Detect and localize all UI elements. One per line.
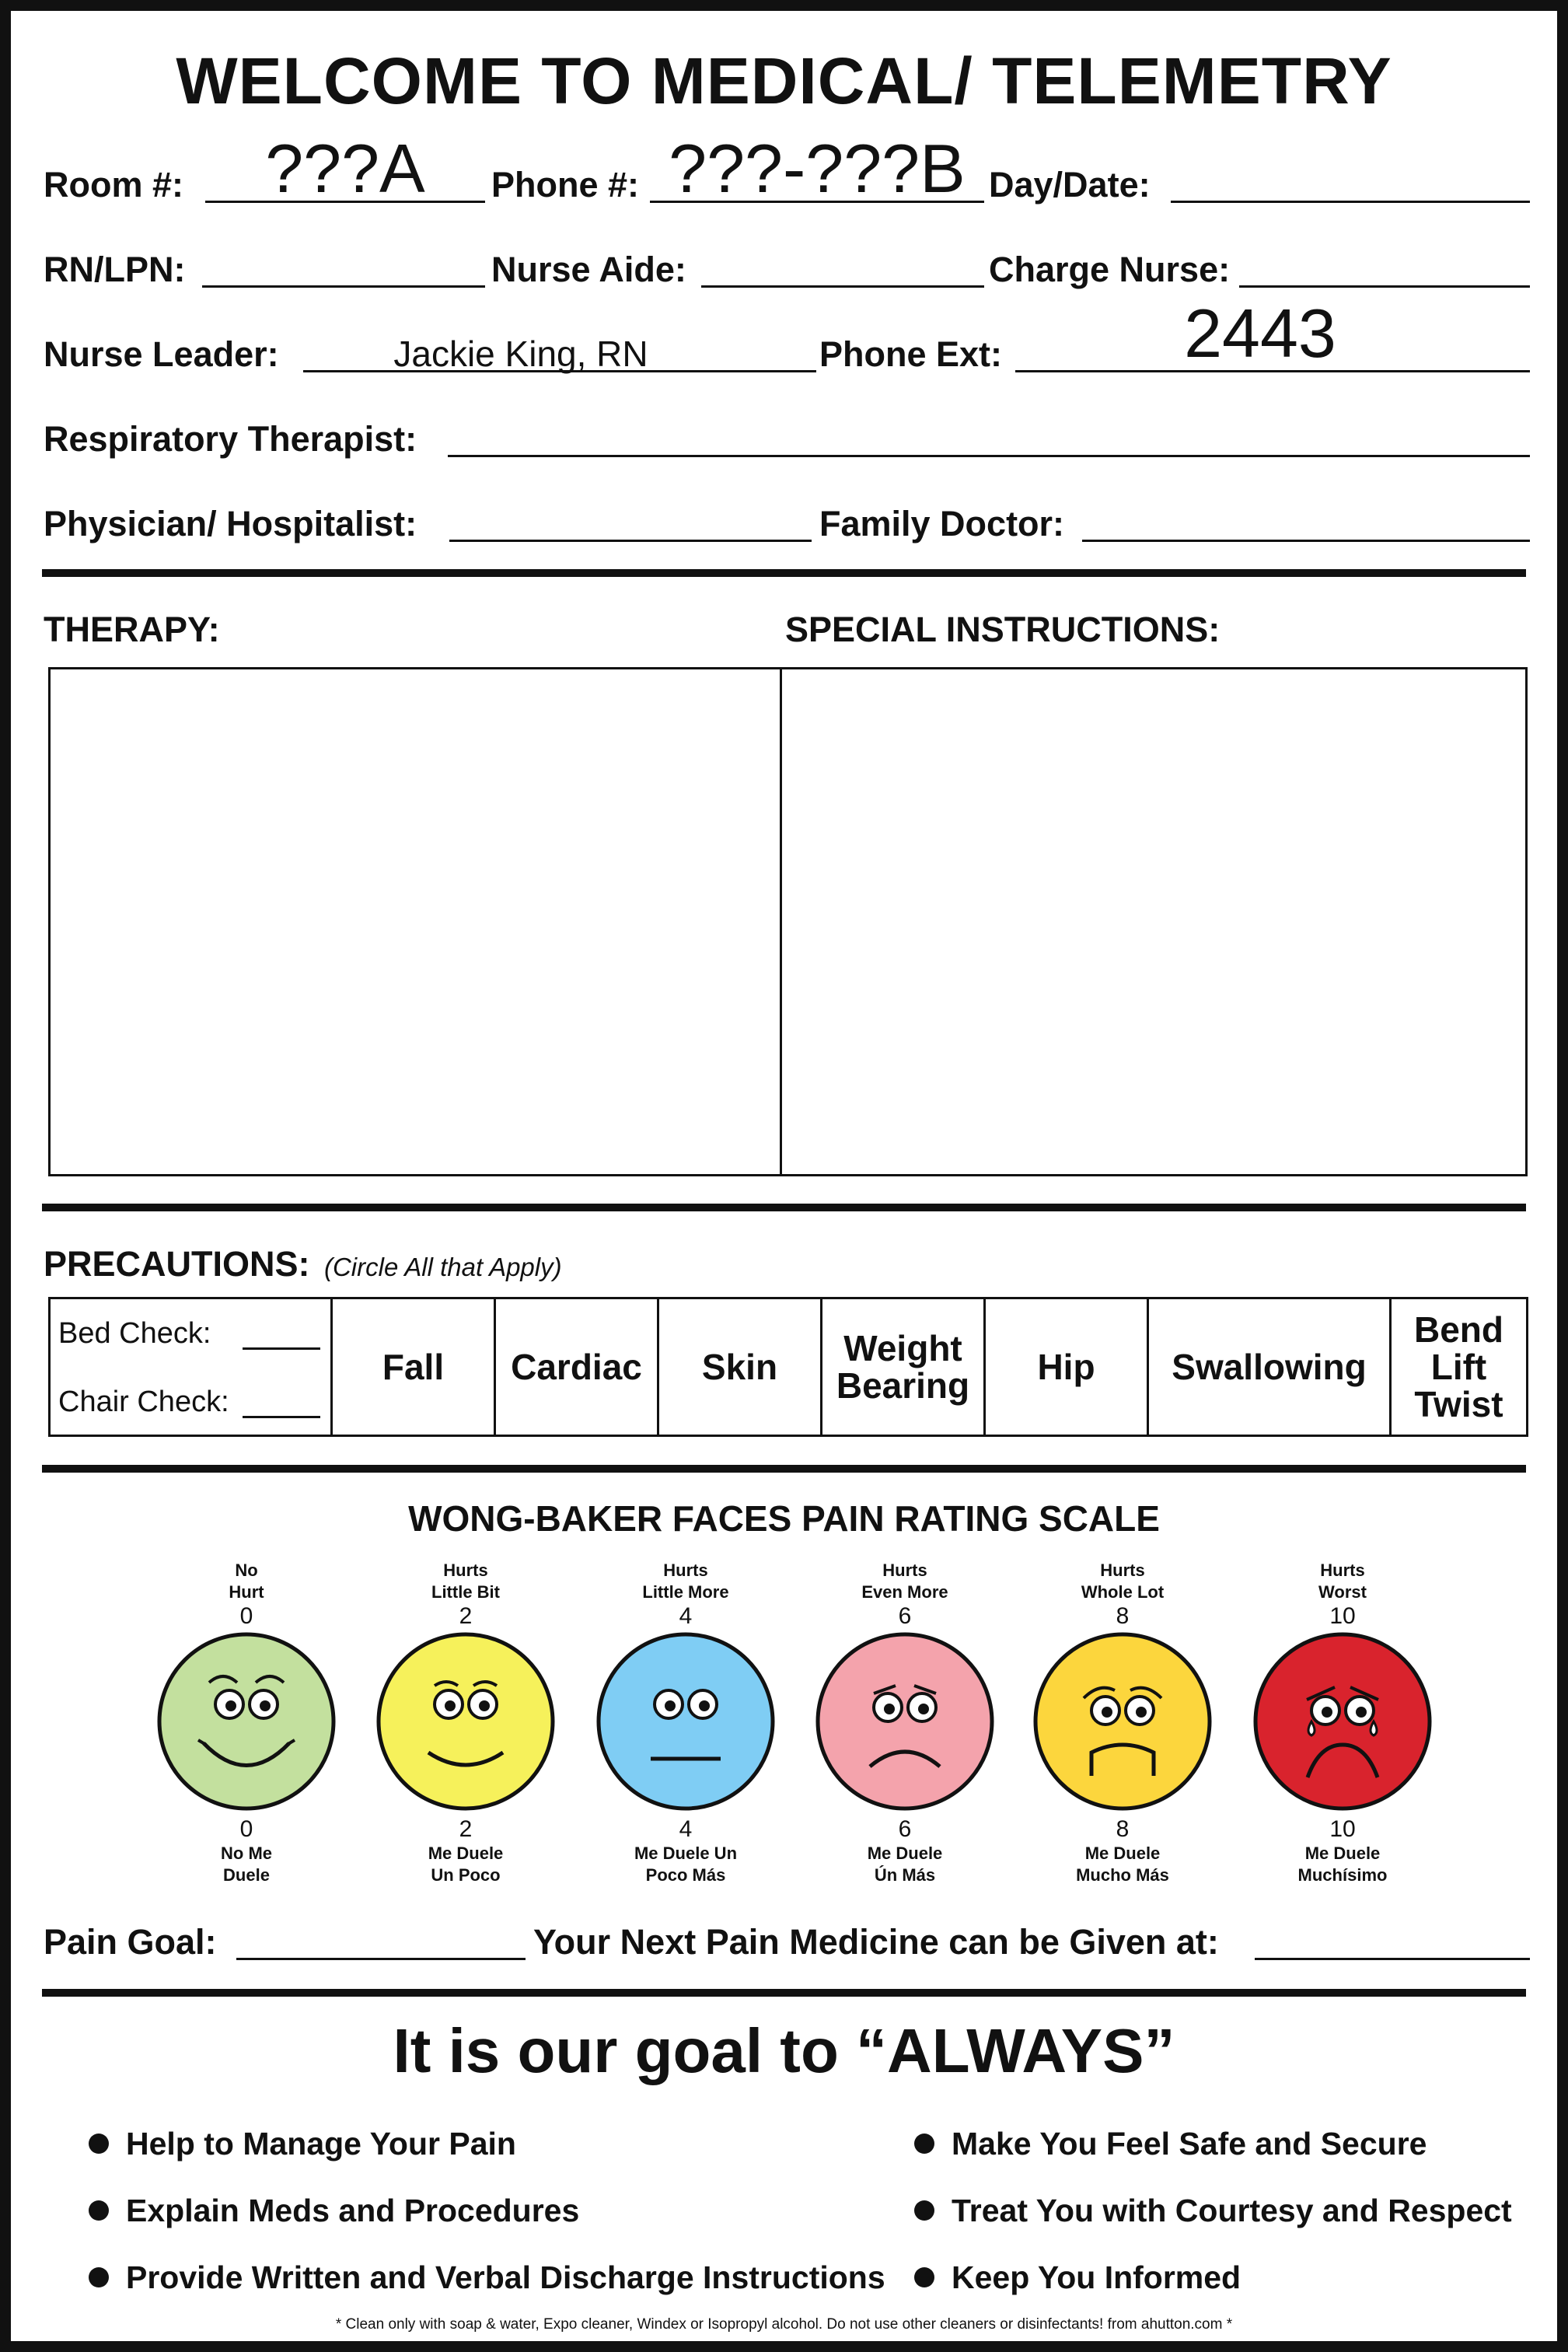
face-sad1-icon: [796, 1630, 1014, 1813]
room-value: ???A: [265, 130, 425, 207]
bullet-item: [914, 2244, 1512, 2311]
face-number-top: 8: [1116, 1603, 1130, 1629]
precaution-fall[interactable]: Fall: [330, 1299, 494, 1435]
face-top-label: Hurt: [229, 1582, 264, 1602]
divider: [42, 1465, 1526, 1473]
bullet-item: [89, 2177, 885, 2244]
face-cry-icon: [1234, 1630, 1451, 1813]
bullet-dot-icon: [914, 2267, 934, 2287]
face-number-top: 4: [679, 1603, 693, 1629]
face-top-label: Hurts: [882, 1560, 927, 1580]
bullet-text: Make You Feel Safe and Secure: [952, 2125, 1427, 2162]
rn-label: RN/LPN:: [44, 250, 186, 289]
next-med-label: Your Next Pain Medicine can be Given at:: [533, 1922, 1219, 1962]
face-top-label: Hurts: [1100, 1560, 1145, 1580]
therapy-box[interactable]: [48, 667, 782, 1176]
bullet-dot-icon: [914, 2134, 934, 2154]
bullet-text: Explain Meds and Procedures: [126, 2192, 580, 2228]
pain-scale-title: WONG-BAKER FACES PAIN RATING SCALE: [408, 1498, 1160, 1539]
face-spanish-label: Ún Más: [874, 1865, 936, 1885]
precautions-heading: PRECAUTIONS:: [44, 1244, 310, 1284]
face-top-label: Hurts: [443, 1560, 488, 1580]
face-spanish-label: Me Duele: [1304, 1844, 1381, 1863]
divider: [42, 1989, 1526, 1997]
face-neutral-icon: [577, 1630, 794, 1813]
precaution-swallowing[interactable]: Swallowing: [1147, 1299, 1389, 1435]
family-line[interactable]: [1082, 540, 1530, 542]
face-top-label: No: [235, 1560, 258, 1580]
bullet-item: [914, 2177, 1512, 2244]
face-number-top: 0: [239, 1603, 253, 1629]
bullets-right: [914, 2110, 1512, 2311]
aide-line[interactable]: [701, 285, 984, 288]
precaution-weight-bearing[interactable]: Weight Bearing: [820, 1299, 983, 1435]
precautions-note: (Circle All that Apply): [323, 1253, 562, 1281]
face-number-bottom: 8: [1116, 1816, 1130, 1842]
ext-label: Phone Ext:: [819, 334, 1003, 374]
bullet-dot-icon: [89, 2267, 109, 2287]
face-spanish-label: Me Duele Un: [634, 1844, 738, 1863]
face-spanish-label: Un Poco: [431, 1865, 501, 1885]
therapy-heading: THERAPY:: [44, 610, 220, 649]
face-happy2-icon: [138, 1630, 355, 1813]
aide-label: Nurse Aide:: [491, 250, 686, 289]
chair-check-line[interactable]: [243, 1416, 320, 1418]
face-number-top: 10: [1329, 1603, 1356, 1629]
face-spanish-label: Me Duele: [428, 1844, 504, 1863]
page-title: WELCOME TO MEDICAL/ TELEMETRY: [176, 44, 1392, 117]
goal-heading: It is our goal to “ALWAYS”: [393, 2016, 1175, 2085]
daydate-label: Day/Date:: [989, 165, 1151, 204]
resp-label: Respiratory Therapist:: [44, 419, 417, 459]
face-top-label: Hurts: [663, 1560, 708, 1580]
rn-line[interactable]: [202, 285, 485, 288]
face-number-bottom: 4: [679, 1816, 693, 1842]
charge-line[interactable]: [1239, 285, 1530, 288]
phone-label: Phone #:: [491, 165, 640, 204]
charge-label: Charge Nurse:: [989, 250, 1231, 289]
face-spanish-label: No Me: [221, 1844, 272, 1863]
pain-goal-line[interactable]: [236, 1958, 526, 1960]
pain-face-8[interactable]: [1014, 1560, 1231, 1886]
face-spanish-label: Muchísimo: [1297, 1865, 1388, 1885]
pain-face-4[interactable]: [577, 1560, 794, 1886]
daydate-line[interactable]: [1171, 201, 1530, 203]
family-label: Family Doctor:: [819, 504, 1065, 543]
physician-label: Physician/ Hospitalist:: [44, 504, 417, 543]
face-top-label: Even More: [861, 1582, 948, 1602]
leader-value: Jackie King, RN: [393, 334, 648, 374]
bed-check-label: Bed Check:: [58, 1317, 211, 1350]
face-top-label: Whole Lot: [1081, 1582, 1165, 1602]
pain-face-0[interactable]: [138, 1560, 355, 1886]
phone-value: ???-???B: [669, 130, 966, 207]
face-spanish-label: Duele: [223, 1865, 270, 1885]
face-sad2-icon: [1014, 1630, 1231, 1813]
bullet-text: Treat You with Courtesy and Respect: [952, 2192, 1512, 2228]
precautions-header: [44, 1244, 562, 1284]
bullet-item: [89, 2110, 885, 2177]
face-spanish-label: Me Duele: [1084, 1844, 1161, 1863]
bullet-dot-icon: [89, 2200, 109, 2221]
physician-line[interactable]: [449, 540, 812, 542]
ext-value: 2443: [1184, 295, 1336, 372]
face-number-bottom: 2: [459, 1816, 473, 1842]
special-instructions-box[interactable]: [780, 667, 1528, 1176]
face-top-label: Little More: [642, 1582, 729, 1602]
precaution-hip[interactable]: Hip: [983, 1299, 1147, 1435]
next-med-line[interactable]: [1255, 1958, 1530, 1960]
precaution-skin[interactable]: Skin: [657, 1299, 820, 1435]
face-spanish-label: Mucho Más: [1076, 1865, 1169, 1885]
face-spanish-label: Poco Más: [645, 1865, 726, 1885]
check-cell: [51, 1299, 330, 1435]
room-label: Room #:: [44, 165, 183, 204]
bullet-item: [89, 2244, 885, 2311]
face-number-top: 6: [898, 1603, 912, 1629]
precaution-cardiac[interactable]: Cardiac: [494, 1299, 657, 1435]
divider: [42, 569, 1526, 577]
pain-goal-label: Pain Goal:: [44, 1922, 217, 1962]
bed-check-line[interactable]: [243, 1347, 320, 1350]
bullets-left: [89, 2110, 885, 2311]
precautions-table: [48, 1297, 1528, 1437]
face-top-label: Worst: [1318, 1582, 1367, 1602]
face-number-bottom: 0: [239, 1816, 253, 1842]
face-top-label: Hurts: [1320, 1560, 1365, 1580]
bullet-item: [914, 2110, 1512, 2177]
face-top-label: Little Bit: [431, 1582, 500, 1602]
bullet-text: Help to Manage Your Pain: [126, 2125, 516, 2162]
face-spanish-label: Me Duele: [867, 1844, 943, 1863]
bullet-dot-icon: [914, 2200, 934, 2221]
chair-check-label: Chair Check:: [58, 1386, 229, 1418]
face-number-bottom: 6: [898, 1816, 912, 1842]
bullet-dot-icon: [89, 2134, 109, 2154]
face-happy1-icon: [357, 1630, 574, 1813]
pain-face-6[interactable]: [796, 1560, 1014, 1886]
bullet-text: Keep You Informed: [952, 2259, 1241, 2295]
pain-face-2[interactable]: [357, 1560, 574, 1886]
precaution-bend-lift-twist[interactable]: Bend Lift Twist: [1389, 1299, 1526, 1435]
resp-line[interactable]: [448, 455, 1530, 457]
footer-note: * Clean only with soap & water, Expo cleaner, Windex or Isopropyl alcohol. Do not use other cleaners or disinfectants! from ahutton.com *: [335, 2316, 1233, 2333]
leader-label: Nurse Leader:: [44, 334, 279, 374]
bullet-text: Provide Written and Verbal Discharge Instructions: [126, 2259, 885, 2295]
divider: [42, 1204, 1526, 1211]
face-number-top: 2: [459, 1603, 473, 1629]
pain-face-10[interactable]: [1234, 1560, 1451, 1886]
face-number-bottom: 10: [1329, 1816, 1356, 1842]
special-heading: SPECIAL INSTRUCTIONS:: [785, 610, 1221, 649]
